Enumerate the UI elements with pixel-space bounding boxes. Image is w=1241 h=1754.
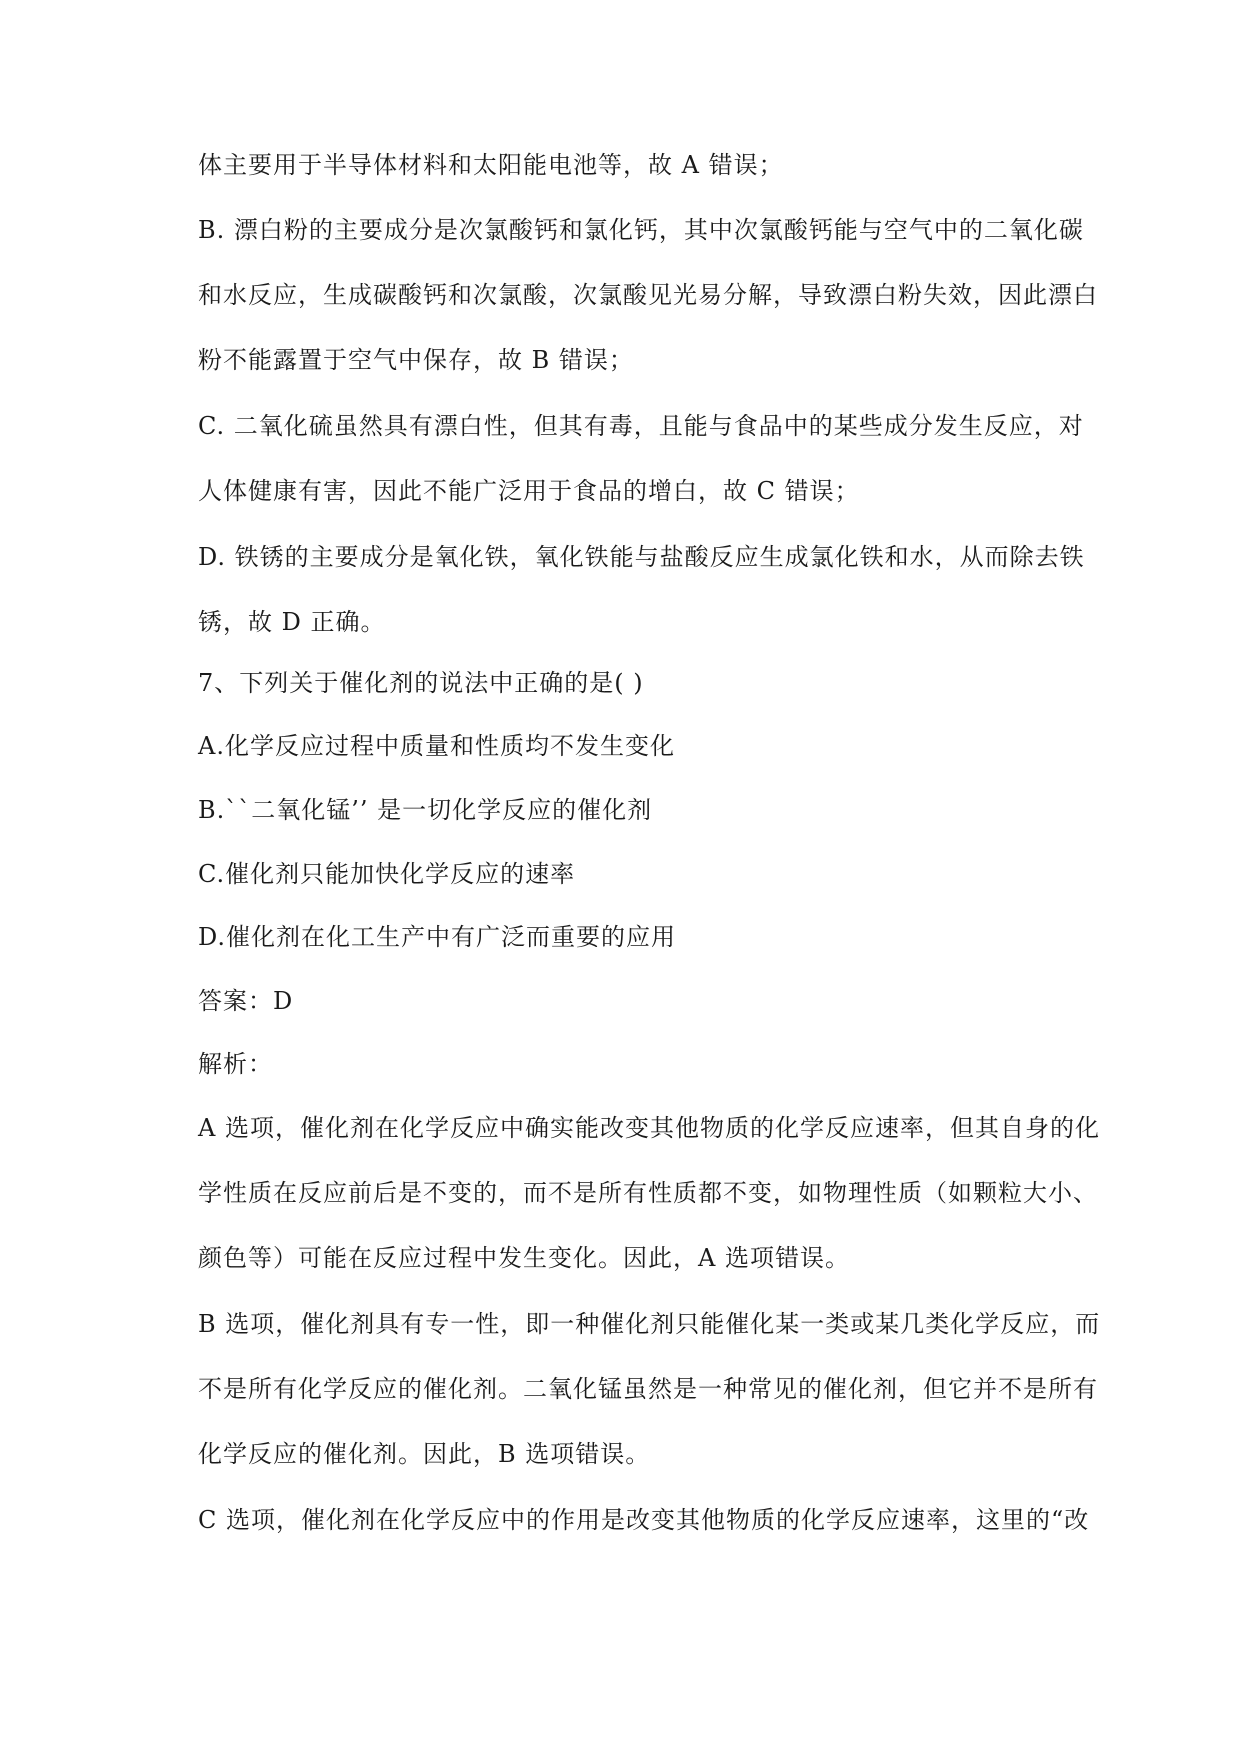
text-line-22: C 选项，催化剂在化学反应中的作用是改变其他物质的化学反应速率，这里的“改	[198, 1506, 1090, 1534]
question-title: 7、下列关于催化剂的说法中正确的是( )	[198, 669, 644, 697]
text-line-3: 和水反应，生成碳酸钙和次氯酸，次氯酸见光易分解，导致漂白粉失效，因此漂白	[198, 281, 1098, 309]
text-line-21: 化学反应的催化剂。因此，B 选项错误。	[198, 1440, 651, 1468]
text-line-16: A 选项，催化剂在化学反应中确实能改变其他物质的化学反应速率，但其自身的化	[198, 1114, 1100, 1142]
analysis-heading: 解析：	[198, 1050, 273, 1078]
text-line-18: 颜色等）可能在反应过程中发生变化。因此，A 选项错误。	[198, 1244, 850, 1272]
text-line-7: D. 铁锈的主要成分是氧化铁，氧化铁能与盐酸反应生成氯化铁和水，从而除去铁	[198, 543, 1085, 571]
text-line-1: 体主要用于半导体材料和太阳能电池等，故 A 错误；	[198, 151, 784, 179]
text-line-19: B 选项，催化剂具有专一性，即一种催化剂只能催化某一类或某几类化学反应，而	[198, 1310, 1101, 1338]
answer-line: 答案：D	[198, 987, 294, 1015]
text-line-5: C. 二氧化硫虽然具有漂白性，但其有毒，且能与食品中的某些成分发生反应，对	[198, 412, 1084, 440]
text-line-8: 锈，故 D 正确。	[198, 608, 386, 636]
text-line-6: 人体健康有害，因此不能广泛用于食品的增白，故 C 错误；	[198, 477, 860, 505]
option-d: D.催化剂在化工生产中有广泛而重要的应用	[198, 923, 677, 951]
text-line-4: 粉不能露置于空气中保存，故 B 错误；	[198, 346, 634, 374]
text-line-17: 学性质在反应前后是不变的，而不是所有性质都不变，如物理性质（如颗粒大小、	[198, 1179, 1098, 1207]
text-line-20: 不是所有化学反应的催化剂。二氧化锰虽然是一种常见的催化剂，但它并不是所有	[198, 1375, 1098, 1403]
text-line-2: B. 漂白粉的主要成分是次氯酸钙和氯化钙，其中次氯酸钙能与空气中的二氧化碳	[198, 216, 1084, 244]
option-b: B.``二氧化锰’’ 是一切化学反应的催化剂	[198, 796, 653, 824]
option-a: A.化学反应过程中质量和性质均不发生变化	[198, 732, 675, 760]
option-c: C.催化剂只能加快化学反应的速率	[198, 860, 576, 888]
